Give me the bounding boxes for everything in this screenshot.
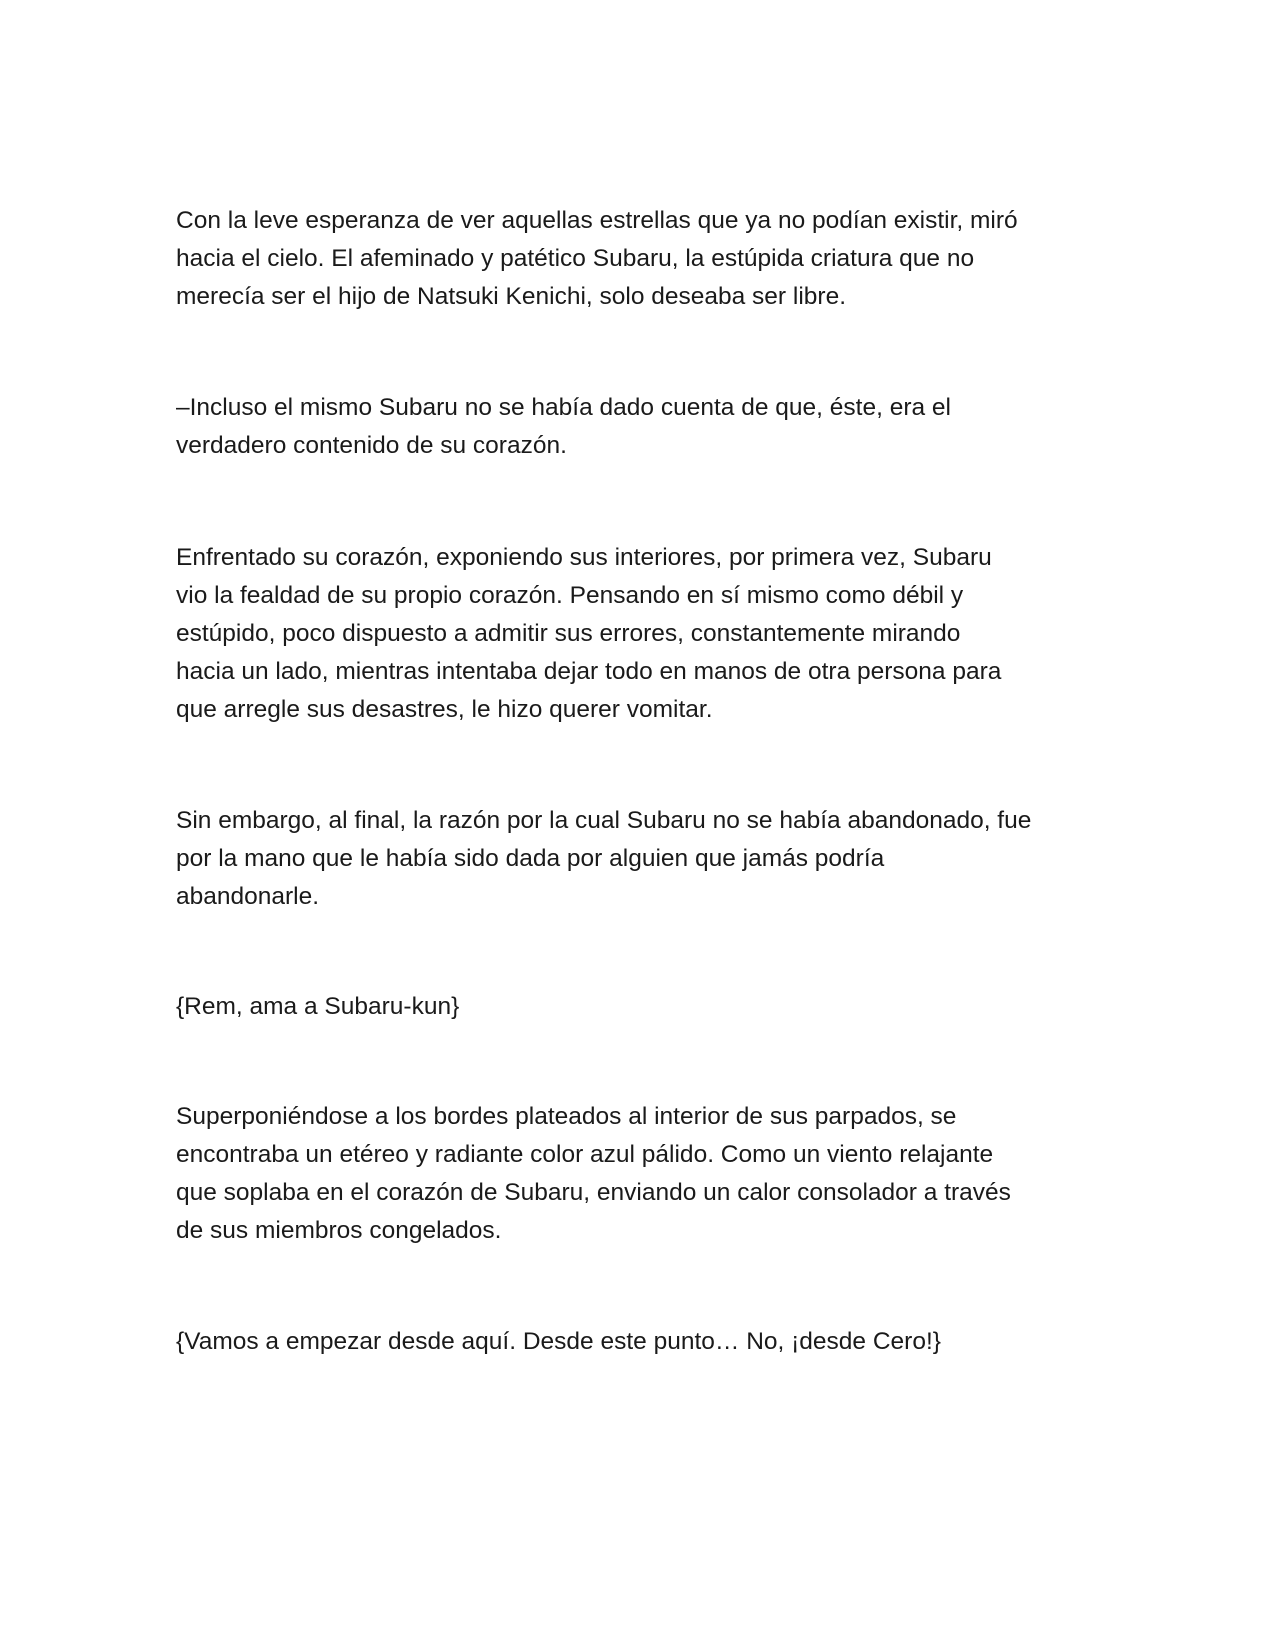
quote-rem-loves-subaru: {Rem, ama a Subaru-kun} bbox=[176, 993, 460, 1020]
paragraph-not-abandoned: Sin embargo, al final, la razón por la cual Subaru no se había abandonado, fue por la mano que le había sido dada por alguien que jamás podría abandonarle. bbox=[176, 807, 1032, 910]
paragraph-facing-heart: Enfrentado su corazón, exponiendo sus interiores, por primera vez, Subaru vio la fealdad de su propio corazón. Pensando en sí mismo como débil y estúpido, poco dispuesto a admitir sus errores, constantemente mirando hacia un lado, mientras intentaba dejar todo en manos de otra persona para que arregle sus desastres, le hizo querer vomitar. bbox=[176, 544, 1002, 723]
paragraph-stars-sky: Con la leve esperanza de ver aquellas estrellas que ya no podían existir, miró hacia el cielo. El afeminado y patético Subaru, la estúpida criatura que no merecía ser el hijo de Natsuki Kenichi, solo deseaba ser libre. bbox=[176, 207, 1018, 310]
paragraph-true-heart: –Incluso el mismo Subaru no se había dado cuenta de que, éste, era el verdadero contenido de su corazón. bbox=[176, 394, 951, 459]
paragraph-pale-blue: Superponiéndose a los bordes plateados al interior de sus parpados, se encontraba un etéreo y radiante color azul pálido. Como un viento relajante que soplaba en el corazón de Subaru, enviando un calor consolador a través de sus miembros congelados. bbox=[176, 1103, 1011, 1244]
quote-start-from-zero: {Vamos a empezar desde aquí. Desde este punto… No, ¡desde Cero!} bbox=[176, 1328, 941, 1355]
